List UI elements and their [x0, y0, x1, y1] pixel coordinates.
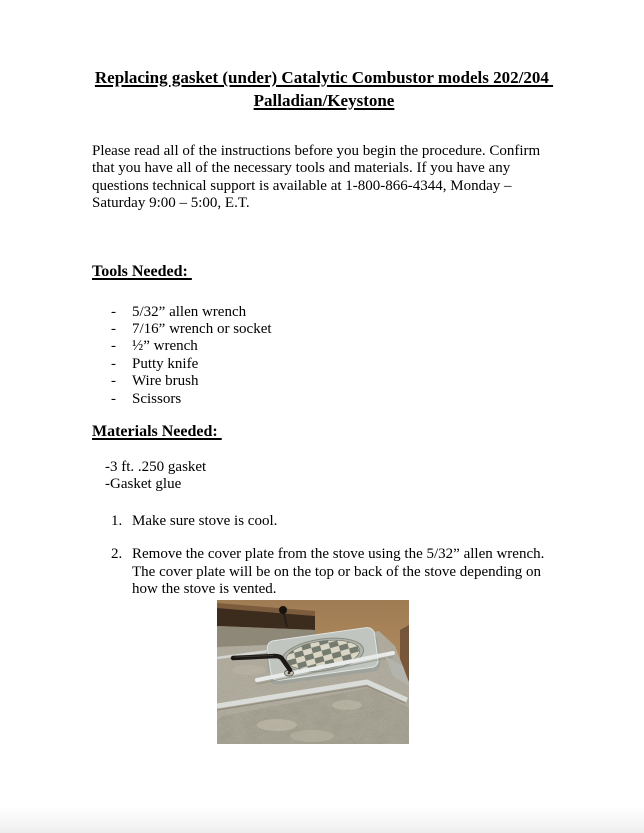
tools-heading	[92, 263, 556, 281]
dash-marker: -	[111, 303, 116, 320]
background-knob	[279, 606, 287, 614]
title-line-2	[92, 89, 556, 112]
materials-heading-text: Materials Needed:	[92, 423, 222, 441]
materials-list-item: -Gasket glue	[105, 476, 182, 493]
step-text: Remove the cover plate from the stove using the 5/32” allen wrench. The cover plate will be on the top or back of the stove depending on how the stove is vented.	[132, 546, 545, 598]
tools-list-item	[111, 321, 556, 338]
tools-list-item	[111, 373, 556, 390]
dash-marker: -	[111, 355, 116, 372]
tools-list-item-label: Putty knife	[132, 355, 199, 372]
tools-list-item-label: ½” wrench	[132, 338, 198, 355]
step-item-2	[111, 546, 556, 598]
tools-heading-text: Tools Needed:	[92, 262, 192, 280]
intro-paragraph: Please read all of the instructions before you begin the procedure. Confirm that you have all of the necessary tools and materials. If you have any questions technical support is available at 1-800-866-4344, Monday – Saturday 9:00 – 5:00, E.T.	[92, 143, 541, 212]
tools-list-item	[111, 338, 556, 355]
tools-list-item-label: Scissors	[132, 390, 182, 407]
dash-marker: -	[111, 373, 116, 390]
tools-list-item-label: 5/32” allen wrench	[132, 303, 247, 320]
tools-list	[92, 304, 556, 408]
title-line-1	[92, 66, 556, 89]
tools-list-item-label: 7/16” wrench or socket	[132, 321, 272, 338]
stove-photo-illustration	[217, 600, 409, 744]
dash-marker: -	[111, 338, 116, 355]
dash-marker: -	[111, 390, 116, 407]
document-content	[0, 66, 644, 744]
steps-list	[92, 513, 556, 599]
document-title	[92, 66, 556, 112]
materials-heading	[92, 423, 556, 441]
step-text: Make sure stove is cool.	[132, 512, 278, 529]
step-number: 1.	[111, 512, 123, 529]
tools-list-item	[111, 356, 556, 373]
title-line-2-text: Palladian/Keystone	[253, 91, 395, 110]
step-number: 2.	[111, 546, 123, 563]
dash-marker: -	[111, 321, 116, 338]
title-line-1-text: Replacing gasket (under) Catalytic Combustor models 202/204	[94, 68, 554, 87]
tools-list-item	[111, 304, 556, 321]
tools-list-item	[111, 391, 556, 408]
tools-list-item-label: Wire brush	[132, 373, 199, 390]
materials-list-item: -3 ft. .250 gasket	[105, 459, 207, 476]
step2-photo	[217, 600, 409, 744]
step-item-1	[111, 513, 556, 530]
page-bottom-shadow	[0, 807, 644, 833]
materials-list	[92, 459, 556, 494]
